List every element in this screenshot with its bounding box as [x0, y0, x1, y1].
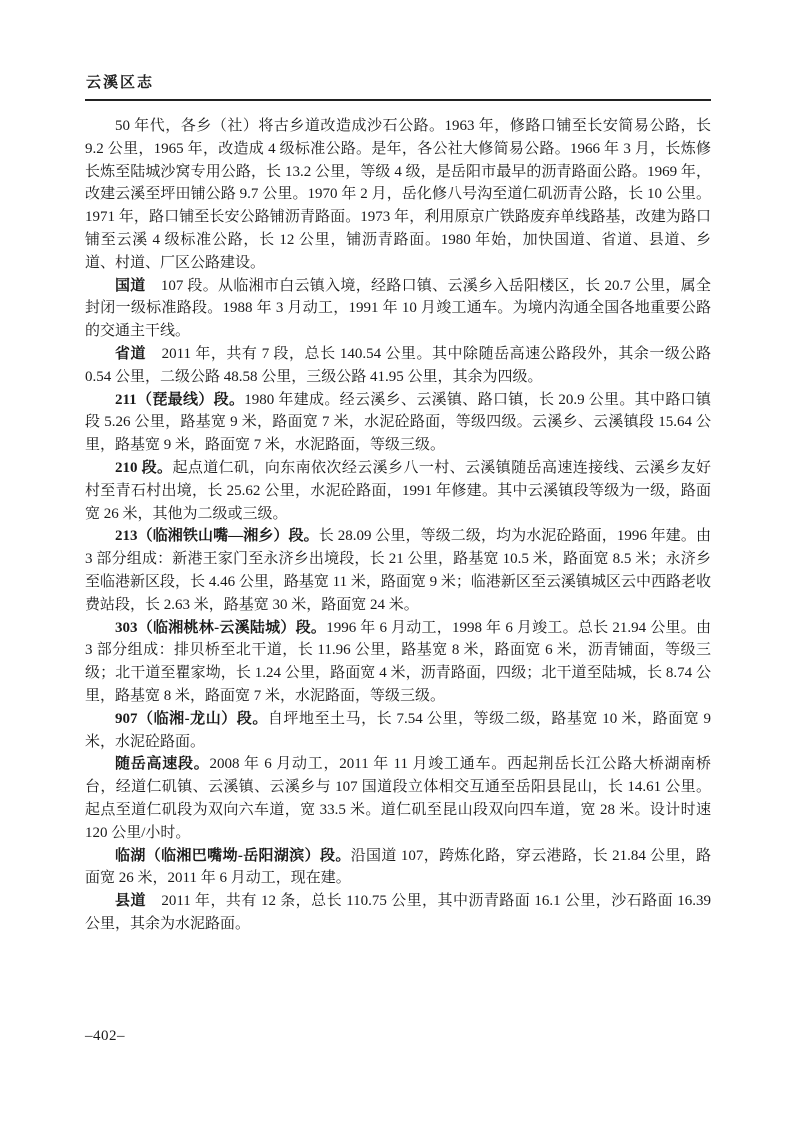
paragraph-text: 沿国道 107，跨炼化路，穿云港路，长 21.84 公里，路面宽 26 米，2011 年 6 月动工，现在建。 — [85, 847, 711, 887]
paragraph-lead: 907（临湘-龙山）段。 — [115, 710, 268, 727]
paragraph-road-211 — [85, 389, 711, 457]
page-body — [85, 115, 711, 936]
paragraph-road-210 — [85, 457, 711, 525]
paragraph-text: 长 28.09 公里，等级二级，均为水泥砼路面，1996 年建。由 3 部分组成：新港王家门至永济乡出境段，长 21 公里，路基宽 10.5 米，路面宽 8.5 米；永济乡至临港新区段，长 4.46 公里，路基宽 11 米，路面宽 9 米；临港新区至云溪镇城区云中西路老收费站段，长 2.63 米，路基宽 30 米，路面宽 24 米。 — [85, 528, 711, 613]
paragraph-text: 50 年代，各乡（社）将古乡道改造成沙石公路。1963 年，修路口铺至长安简易公路，长 9.2 公里，1965 年，改造成 4 级标准公路。是年，各公社大修简易公路。1966 年 3 月，长炼修长炼至陆城沙窝专用公路，长 13.2 公里，等级 4 级，是岳阳市最早的沥青路面公路。1969 年，改建云溪至坪田铺公路 9.7 公里。1970 年 2 月，岳化修八号沟至道仁矶沥青公路，长 10 公里。1971 年，路口铺至长安公路铺沥青路面。1973 年，利用原京广铁路废弃单线路基，改建为路口铺至云溪 4 级标准公路，长 12 公里，铺沥青路面。1980 年始，加快国道、省道、县道、乡道、村道、厂区公路建设。 — [85, 118, 711, 271]
paragraph-shengdao — [85, 343, 711, 389]
paragraph-text: 2011 年，共有 7 段，总长 140.54 公里。其中除随岳高速公路段外，其余一级公路 0.54 公里，二级公路 48.58 公里，三级公路 41.95 公里，其余为四级。 — [85, 345, 711, 385]
running-header-title: 云溪区志 — [86, 74, 155, 91]
paragraph-guodao — [85, 275, 711, 343]
paragraph-lead: 县道 — [115, 893, 146, 910]
paragraph-road-907 — [85, 708, 711, 754]
paragraph-text: 2008 年 6 月动工，2011 年 11 月竣工通车。西起荆岳长江公路大桥湖南桥台，经道仁矶镇、云溪镇、云溪乡与 107 国道段立体相交互通至岳阳县昆山，长 14.61 公里。起点至道仁矶段为双向六车道，宽 33.5 米。道仁矶至昆山段双向四车道，宽 28 米。设计时速 120 公里/小时。 — [85, 756, 711, 841]
paragraph-text: 1996 年 6 月动工，1998 年 6 月竣工。总长 21.94 公里。由 3 部分组成：排贝桥至北干道，长 11.96 公里，路基宽 8 米，路面宽 6 米，沥青铺面，等级三级；北干道至瞿家坳，长 1.24 公里，路面宽 4 米，沥青路面，四级；北干道至陆城，长 8.74 公里，路基宽 8 米，路面宽 7 米，水泥路面，等级三级。 — [85, 619, 711, 704]
paragraph-text: 起点道仁矶，向东南依次经云溪乡八一村、云溪镇随岳高速连接线、云溪乡友好村至青石村出境，长 25.62 公里，水泥砼路面，1991 年修建。其中云溪镇段等级为一级，路面宽 26 米，其他为二级或三级。 — [85, 459, 711, 522]
paragraph-text: 自坪地至土马，长 7.54 公里，等级二级，路基宽 10 米，路面宽 9 米，水泥砼路面。 — [85, 710, 711, 750]
paragraph-lead: 省道 — [115, 345, 147, 362]
paragraph-xiandao — [85, 890, 711, 936]
paragraph-road-303 — [85, 617, 711, 708]
paragraph-lead: 国道 — [115, 277, 146, 294]
paragraph-lead: 随岳高速段。 — [115, 756, 210, 773]
paragraph-lead: 303（临湘桃林-云溪陆城）段。 — [115, 619, 327, 636]
paragraph-text: 107 段。从临湘市白云镇入境，经路口镇、云溪乡入岳阳楼区，长 20.7 公里，属全封闭一级标准路段。1988 年 3 月动工，1991 年 10 月竣工通车。为境内沟通全国各地重要公路的交通主干线。 — [85, 277, 711, 340]
paragraph-intro — [85, 115, 711, 275]
paragraph-text: 2011 年，共有 12 条，总长 110.75 公里，其中沥青路面 16.1 公里，沙石路面 16.39 公里，其余为水泥路面。 — [85, 893, 711, 932]
paragraph-linhu — [85, 845, 711, 891]
paragraph-road-213 — [85, 525, 711, 616]
paragraph-suiyue-expressway — [85, 753, 711, 844]
paragraph-lead: 213（临湘铁山嘴—湘乡）段。 — [115, 528, 319, 545]
page-number: –402– — [85, 1028, 125, 1044]
paragraph-lead: 临湖（临湘巴嘴坳-岳阳湖滨）段。 — [115, 847, 351, 864]
paragraph-lead: 210 段。 — [115, 459, 173, 476]
header-rule — [85, 99, 711, 101]
paragraph-text: 1980 年建成。经云溪乡、云溪镇、路口镇，长 20.9 公里。其中路口镇段 5.26 公里，路基宽 9 米，路面宽 7 米，水泥砼路面，等级四级。云溪乡、云溪镇段 15.64 公里，路基宽 9 米，路面宽 7 米，水泥路面，等级三级。 — [85, 391, 711, 454]
paragraph-lead: 211（琵最线）段。 — [115, 391, 245, 408]
